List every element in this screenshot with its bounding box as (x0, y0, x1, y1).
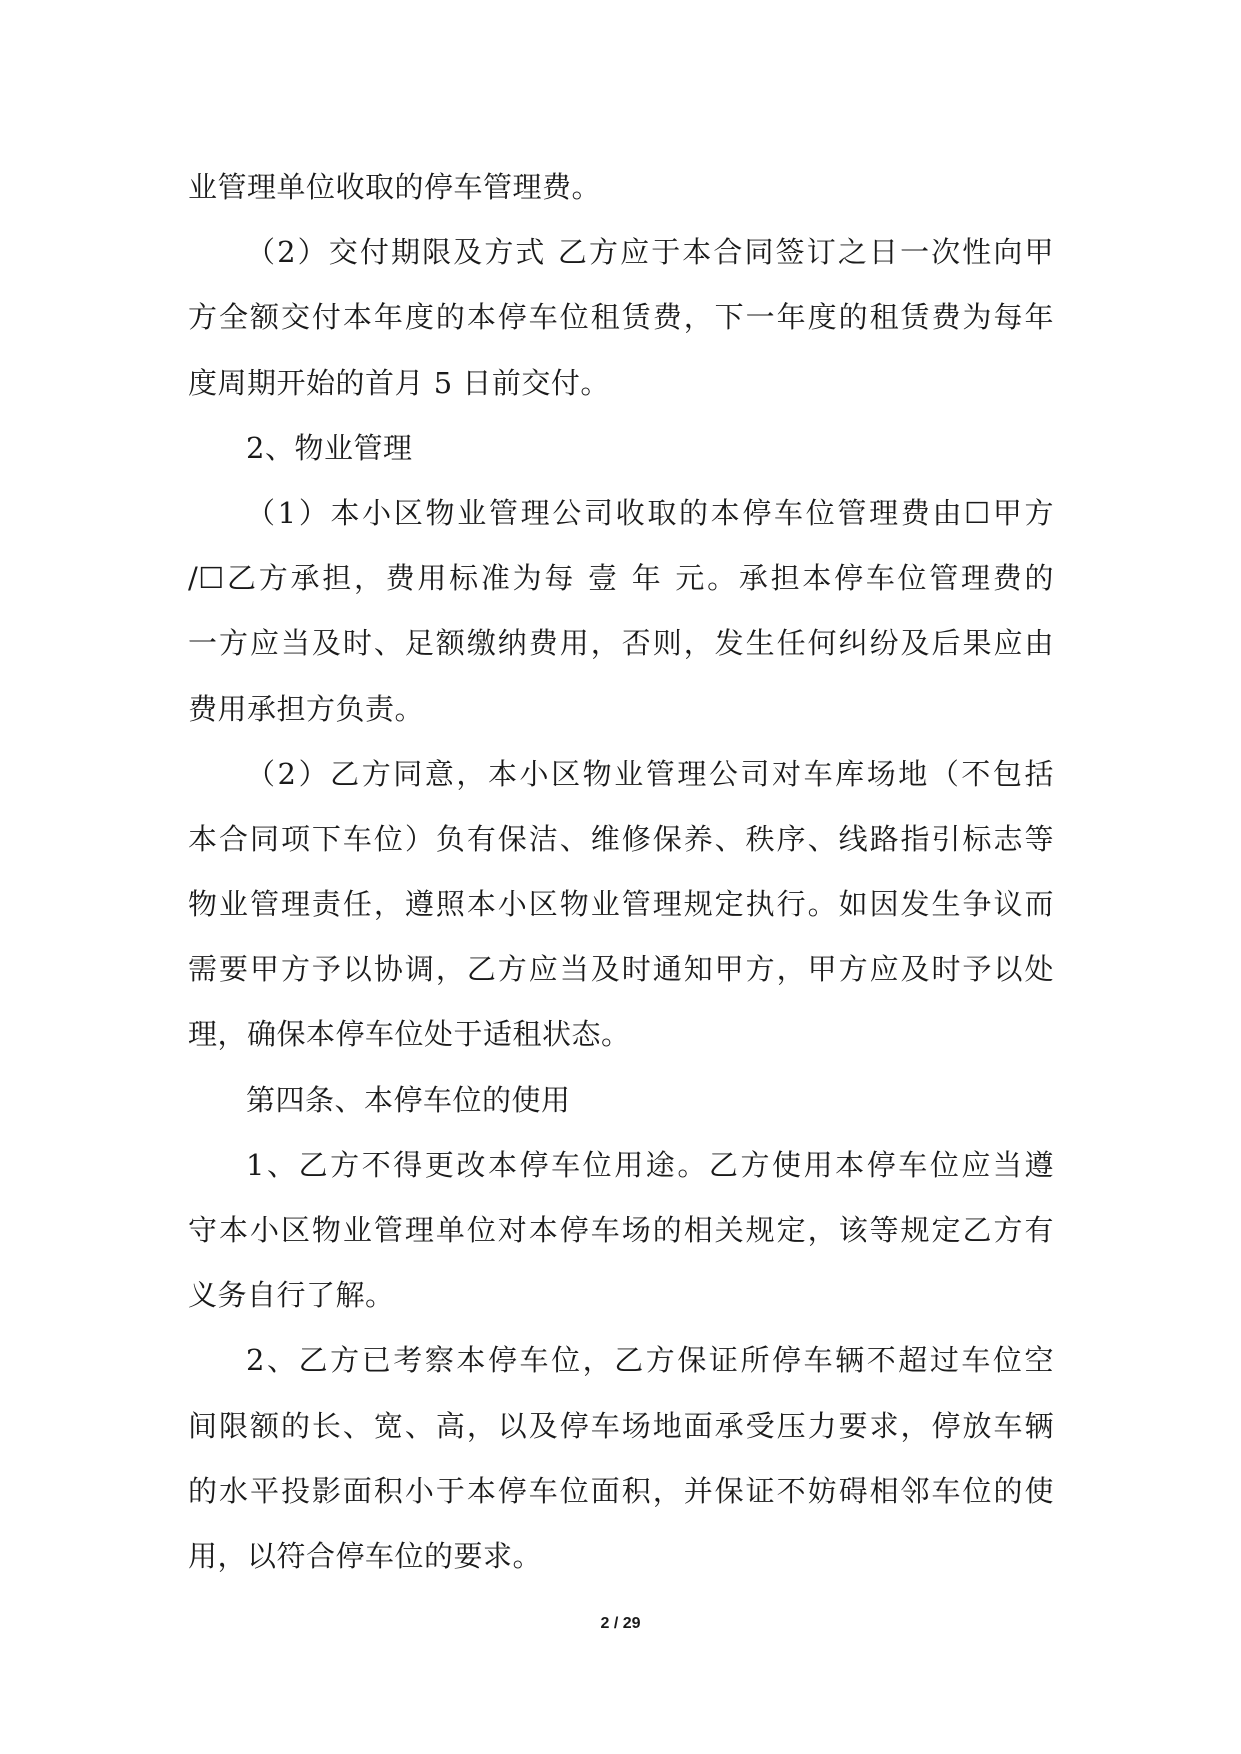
section-heading: 2、物业管理 (246, 430, 413, 465)
section-heading: 第四条、本停车位的使用 (246, 1082, 571, 1117)
page-number: 2 / 29 (600, 1615, 641, 1632)
text-line: 的水平投影面积小于本停车位面积，并保证不妨碍相邻车位的使 (188, 1473, 1054, 1508)
text-line: 需要甲方予以协调，乙方应当及时通知甲方，甲方应及时予以处 (188, 952, 1054, 987)
text-line: 2、乙方已考察本停车位，乙方保证所停车辆不超过车位空 (246, 1343, 1054, 1378)
text-line: 1、乙方不得更改本停车位用途。乙方使用本停车位应当遵 (246, 1147, 1054, 1182)
text-line: （2）乙方同意，本小区物业管理公司对车库场地（不包括 (246, 756, 1054, 791)
text-line: 本合同项下车位）负有保洁、维修保养、秩序、线路指引标志等 (188, 821, 1054, 856)
text-line: 理，确保本停车位处于适租状态。 (188, 1017, 631, 1052)
text-line: （1）本小区物业管理公司收取的本停车位管理费由☐甲方 (246, 495, 1054, 530)
text-line: （2）交付期限及方式 乙方应于本合同签订之日一次性向甲 (246, 235, 1054, 270)
text-line: 用，以符合停车位的要求。 (188, 1538, 543, 1573)
text-line: 间限额的长、宽、高，以及停车场地面承受压力要求，停放车辆 (188, 1408, 1054, 1443)
text-line: 业管理单位收取的停车管理费。 (188, 170, 602, 204)
document-body (188, 155, 1054, 1589)
text-line: 物业管理责任，遵照本小区物业管理规定执行。如因发生争议而 (188, 887, 1054, 922)
text-line: 义务自行了解。 (188, 1278, 395, 1313)
text-line: 一方应当及时、足额缴纳费用，否则，发生任何纠纷及后果应由 (188, 626, 1054, 661)
text-line: 方全额交付本年度的本停车位租赁费，下一年度的租赁费为每年 (188, 300, 1054, 335)
text-line: 费用承担方负责。 (188, 691, 425, 726)
text-line: /☐乙方承担，费用标准为每 壹 年 元。承担本停车位管理费的 (188, 561, 1054, 596)
text-line: 度周期开始的首月 5 日前交付。 (188, 365, 610, 400)
text-line: 守本小区物业管理单位对本停车场的相关规定，该等规定乙方有 (188, 1213, 1054, 1247)
